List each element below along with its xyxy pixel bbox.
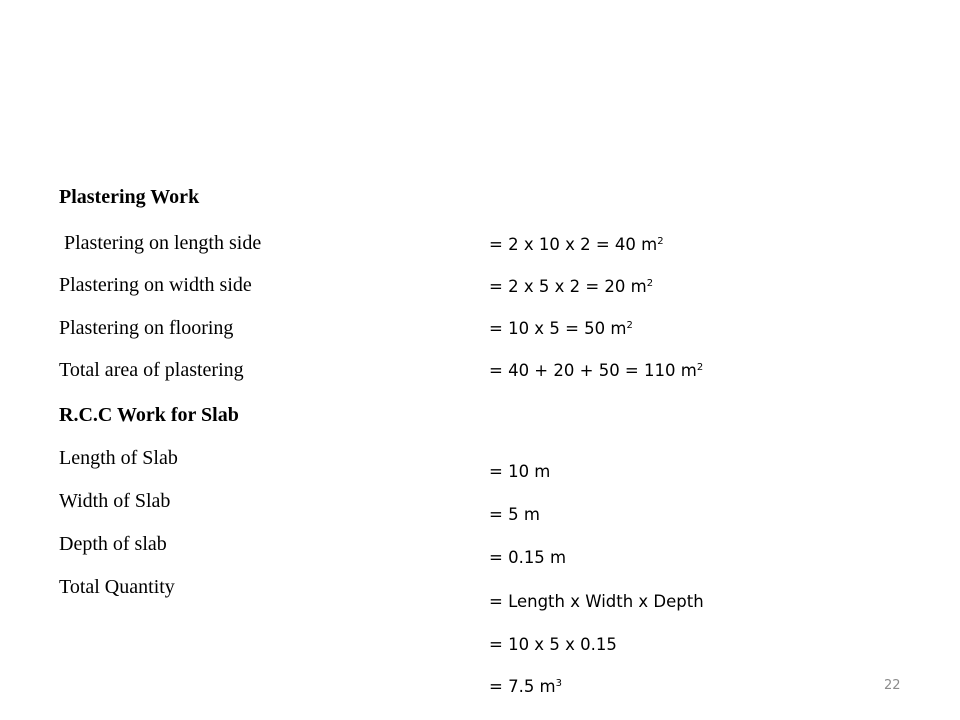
- plastering-work-heading: Plastering Work: [59, 186, 200, 208]
- label-plastering-length-side: Plastering on length side: [59, 232, 262, 254]
- value-text: = 2 x 10 x 2 = 40 m: [489, 235, 658, 254]
- value-total-quantity-product: = 10 x 5 x 0.15: [489, 635, 617, 654]
- value-total-quantity-result: [489, 676, 562, 698]
- label-total-quantity: Total Quantity: [59, 576, 175, 598]
- value-plastering-flooring: [489, 318, 633, 340]
- label-length-of-slab: Length of Slab: [59, 447, 178, 469]
- label-plastering-width-side: Plastering on width side: [59, 274, 252, 296]
- value-text: = 40 + 20 + 50 = 110 m: [489, 361, 697, 380]
- unit-exponent: 2: [696, 362, 704, 373]
- page-number: 22: [884, 678, 901, 693]
- value-text: = 7.5 m: [489, 677, 556, 696]
- value-total-quantity-formula: = Length x Width x Depth: [489, 592, 704, 611]
- value-plastering-width-side: [489, 276, 653, 298]
- value-plastering-length-side: [489, 234, 664, 256]
- label-depth-of-slab: Depth of slab: [59, 533, 167, 555]
- value-depth-of-slab: = 0.15 m: [489, 548, 567, 567]
- value-length-of-slab: = 10 m: [489, 462, 551, 481]
- unit-exponent: 2: [626, 320, 633, 331]
- value-text: = 10 x 5 = 50 m: [489, 319, 627, 338]
- unit-exponent: 2: [646, 278, 654, 289]
- unit-exponent: 3: [555, 678, 563, 689]
- rcc-work-heading: R.C.C Work for Slab: [59, 404, 239, 426]
- label-width-of-slab: Width of Slab: [59, 490, 171, 512]
- label-total-area-plastering: Total area of plastering: [59, 359, 244, 381]
- value-width-of-slab: = 5 m: [489, 505, 540, 524]
- unit-exponent: 2: [657, 236, 664, 247]
- label-plastering-flooring: Plastering on flooring: [59, 317, 234, 339]
- value-text: = 2 x 5 x 2 = 20 m: [489, 277, 647, 296]
- value-total-area-plastering: [489, 360, 703, 382]
